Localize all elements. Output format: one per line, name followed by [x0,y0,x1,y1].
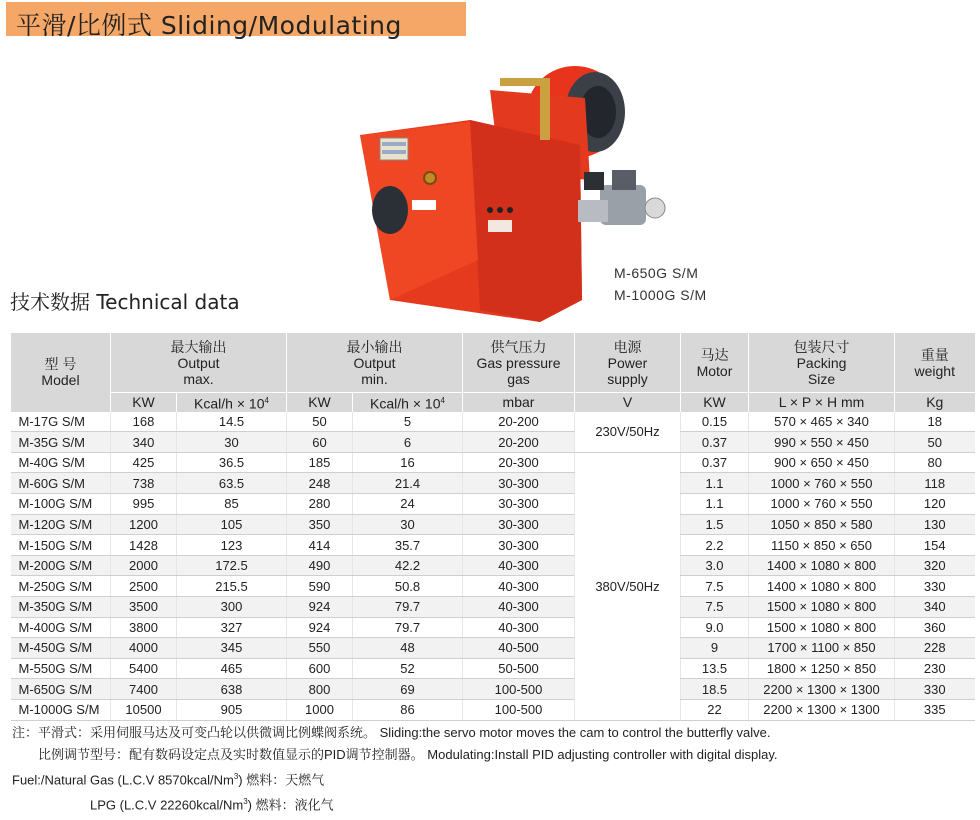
table-row [11,638,975,659]
table-row [11,699,975,720]
cell-packing-size: 2200 × 1300 × 1300 [749,699,895,720]
table-row [11,576,975,597]
cell-gas-pressure: 20-200 [463,412,575,432]
cell-max-kw: 3500 [111,597,177,618]
table-row [11,432,975,453]
cell-packing-size: 1700 × 1100 × 850 [749,638,895,659]
cell-min-kw: 924 [287,617,353,638]
cell-min-kw: 350 [287,514,353,535]
cell-max-kw: 3800 [111,617,177,638]
cell-min-kcal: 86 [353,699,463,720]
cell-min-kcal: 48 [353,638,463,659]
cell-max-kw: 168 [111,412,177,432]
table-row [11,597,975,618]
cell-motor: 0.37 [681,432,749,453]
header-gas-pressure: 供气压力 Gas pressure gas [463,333,575,393]
cell-gas-pressure: 30-300 [463,535,575,556]
cell-packing-size: 1800 × 1250 × 850 [749,658,895,679]
cell-min-kcal: 16 [353,452,463,473]
cell-max-kcal: 638 [177,679,287,700]
cell-weight: 360 [895,617,975,638]
cell-weight: 230 [895,658,975,679]
cell-max-kw: 1200 [111,514,177,535]
cell-max-kw: 1428 [111,535,177,556]
cell-min-kcal: 79.7 [353,597,463,618]
cell-packing-size: 1500 × 1080 × 800 [749,617,895,638]
cell-packing-size: 1050 × 850 × 580 [749,514,895,535]
cell-motor: 7.5 [681,597,749,618]
cell-min-kw: 50 [287,412,353,432]
unit-kg: Kg [895,393,975,412]
cell-min-kcal: 6 [353,432,463,453]
cell-model: M-35G S/M [11,432,111,453]
note-modulating: 比例调节型号：配有数码设定点及实时数值显示的PID调节控制器。 Modulating:Install PID adjusting controller with digital display. [38,747,778,762]
cell-max-kcal: 85 [177,494,287,515]
cell-gas-pressure: 20-300 [463,452,575,473]
cell-max-kcal: 345 [177,638,287,659]
unit-volt: V [575,393,681,412]
cell-packing-size: 1000 × 760 × 550 [749,494,895,515]
cell-model: M-350G S/M [11,597,111,618]
title-banner [6,2,466,40]
cell-max-kw: 2500 [111,576,177,597]
cell-max-kw: 5400 [111,658,177,679]
cell-min-kw: 490 [287,555,353,576]
table-row [11,494,975,515]
cell-gas-pressure: 30-300 [463,514,575,535]
cell-motor: 9.0 [681,617,749,638]
cell-min-kw: 800 [287,679,353,700]
table-row [11,452,975,473]
cell-packing-size: 1400 × 1080 × 800 [749,576,895,597]
cell-weight: 18 [895,412,975,432]
header-output-min: 最小输出 Output min. [287,333,463,393]
product-label: M-1000G S/M [614,287,707,303]
technical-data-table [10,333,975,721]
cell-packing-size: 1150 × 850 × 650 [749,535,895,556]
product-label: M-650G S/M [614,265,699,281]
cell-model: M-400G S/M [11,617,111,638]
cell-weight: 320 [895,555,975,576]
cell-weight: 340 [895,597,975,618]
cell-power-supply: 230V/50Hz [575,412,681,453]
note-sliding: 注：平滑式：采用伺服马达及可变凸轮以供微调比例蝶阀系统。 Sliding:the servo motor moves the cam to control the butterfly valve. [12,725,771,740]
cell-weight: 130 [895,514,975,535]
cell-min-kcal: 5 [353,412,463,432]
cell-motor: 1.1 [681,494,749,515]
cell-motor: 2.2 [681,535,749,556]
cell-max-kcal: 465 [177,658,287,679]
cell-gas-pressure: 30-300 [463,494,575,515]
header-output-max: 最大输出 Output max. [111,333,287,393]
cell-gas-pressure: 100-500 [463,679,575,700]
cell-model: M-200G S/M [11,555,111,576]
cell-min-kcal: 69 [353,679,463,700]
cell-weight: 118 [895,473,975,494]
sight-glass [424,172,436,184]
cell-max-kcal: 105 [177,514,287,535]
cell-packing-size: 1000 × 760 × 550 [749,473,895,494]
cell-max-kw: 425 [111,452,177,473]
cell-model: M-17G S/M [11,412,111,432]
cell-min-kw: 414 [287,535,353,556]
cell-packing-size: 990 × 550 × 450 [749,432,895,453]
cell-max-kw: 995 [111,494,177,515]
cell-min-kcal: 24 [353,494,463,515]
cell-min-kw: 280 [287,494,353,515]
unit-max-kw: KW [111,393,177,412]
cell-motor: 22 [681,699,749,720]
table-row [11,514,975,535]
cell-gas-pressure: 50-500 [463,658,575,679]
cell-max-kw: 2000 [111,555,177,576]
cell-max-kcal: 172.5 [177,555,287,576]
cell-min-kw: 600 [287,658,353,679]
cell-min-kw: 185 [287,452,353,473]
cell-model: M-450G S/M [11,638,111,659]
table-row [11,679,975,700]
cell-gas-pressure: 40-300 [463,617,575,638]
cell-motor: 0.37 [681,452,749,473]
cell-model: M-150G S/M [11,535,111,556]
cell-motor: 3.0 [681,555,749,576]
unit-min-kw: KW [287,393,353,412]
cell-weight: 335 [895,699,975,720]
cell-gas-pressure: 40-300 [463,555,575,576]
cell-gas-pressure: 20-200 [463,432,575,453]
brand-badge [412,200,436,210]
cell-max-kcal: 300 [177,597,287,618]
cell-weight: 50 [895,432,975,453]
cell-max-kcal: 905 [177,699,287,720]
cell-max-kw: 340 [111,432,177,453]
cell-motor: 0.15 [681,412,749,432]
cell-packing-size: 1400 × 1080 × 800 [749,555,895,576]
cell-weight: 330 [895,679,975,700]
cell-max-kw: 7400 [111,679,177,700]
page-title: 平滑/比例式 Sliding/Modulating [16,11,402,40]
cell-power-supply: 380V/50Hz [575,452,681,720]
cell-gas-pressure: 100-500 [463,699,575,720]
cell-min-kcal: 30 [353,514,463,535]
header-model: 型 号 Model [11,333,111,412]
unit-min-kcal: Kcal/h × $10^4$ [353,393,463,412]
header-power-supply: 电源 Power supply [575,333,681,393]
cell-max-kcal: 14.5 [177,412,287,432]
cell-packing-size: 1500 × 1080 × 800 [749,597,895,618]
cell-packing-size: 2200 × 1300 × 1300 [749,679,895,700]
table-row [11,412,975,432]
cell-max-kcal: 215.5 [177,576,287,597]
table-body [11,412,975,720]
cell-model: M-1000G S/M [11,699,111,720]
notes [12,722,778,817]
header-weight: 重量 weight [895,333,975,393]
cell-gas-pressure: 40-300 [463,576,575,597]
cell-motor: 18.5 [681,679,749,700]
cell-gas-pressure: 40-300 [463,597,575,618]
cell-min-kcal: 52 [353,658,463,679]
cell-max-kcal: 36.5 [177,452,287,473]
cell-model: M-650G S/M [11,679,111,700]
cell-max-kcal: 30 [177,432,287,453]
cell-model: M-60G S/M [11,473,111,494]
table-row [11,555,975,576]
cell-min-kcal: 50.8 [353,576,463,597]
header-packing-size: 包装尺寸 Packing Size [749,333,895,393]
table-row [11,535,975,556]
cell-min-kw: 248 [287,473,353,494]
table-row [11,473,975,494]
cell-weight: 330 [895,576,975,597]
cell-min-kcal: 42.2 [353,555,463,576]
cell-gas-pressure: 40-500 [463,638,575,659]
cell-min-kcal: 35.7 [353,535,463,556]
cell-min-kw: 590 [287,576,353,597]
cell-weight: 120 [895,494,975,515]
table-row [11,658,975,679]
control-display [380,138,408,160]
cell-gas-pressure: 30-300 [463,473,575,494]
cell-model: M-250G S/M [11,576,111,597]
cell-motor: 13.5 [681,658,749,679]
cell-packing-size: 570 × 465 × 340 [749,412,895,432]
cell-min-kw: 550 [287,638,353,659]
cell-weight: 228 [895,638,975,659]
cell-max-kw: 738 [111,473,177,494]
section-title: 技术数据 Technical data [10,290,240,314]
unit-mbar: mbar [463,393,575,412]
cell-weight: 154 [895,535,975,556]
cell-motor: 1.5 [681,514,749,535]
cell-motor: 7.5 [681,576,749,597]
table-row [11,617,975,638]
cell-motor: 9 [681,638,749,659]
cell-max-kcal: 327 [177,617,287,638]
cell-min-kw: 924 [287,597,353,618]
motor [372,186,408,234]
cell-max-kw: 4000 [111,638,177,659]
cell-model: M-120G S/M [11,514,111,535]
fuel-lpg: LPG (L.C.V 22260kcal/Nm$^3$) 燃料：液化气 [90,797,334,813]
unit-max-kcal: Kcal/h × $10^4$ [177,393,287,412]
cell-min-kw: 1000 [287,699,353,720]
cell-max-kcal: 123 [177,535,287,556]
product-model-labels [614,262,707,306]
unit-motor-kw: KW [681,393,749,412]
cell-max-kcal: 63.5 [177,473,287,494]
cell-min-kcal: 21.4 [353,473,463,494]
header-motor: 马达 Motor [681,333,749,393]
unit-size: L × P × H mm [749,393,895,412]
cell-max-kw: 10500 [111,699,177,720]
cell-packing-size: 900 × 650 × 450 [749,452,895,473]
fuel-natural-gas: Fuel:/Natural Gas (L.C.V 8570kcal/Nm$^3$) 燃料：天燃气 [12,772,325,788]
cell-model: M-40G S/M [11,452,111,473]
cell-min-kw: 60 [287,432,353,453]
cell-model: M-100G S/M [11,494,111,515]
cell-weight: 80 [895,452,975,473]
cell-model: M-550G S/M [11,658,111,679]
cell-motor: 1.1 [681,473,749,494]
cell-min-kcal: 79.7 [353,617,463,638]
